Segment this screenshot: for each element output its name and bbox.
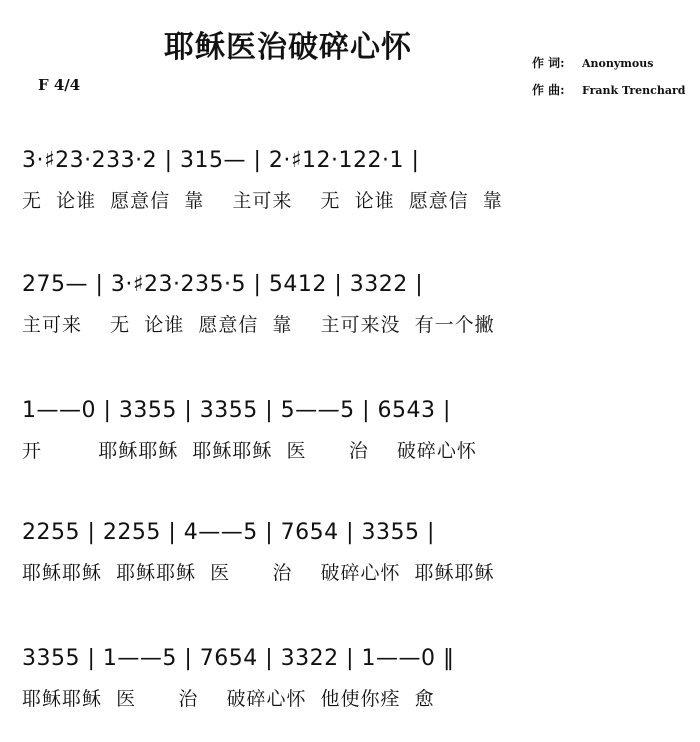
- lyricist-label: 作 词:: [532, 56, 565, 70]
- notation-line: 2255 | 2255 | 4——5 | 7654 | 3355 |: [22, 520, 435, 545]
- lyrics-line: 主可来 无 论谁 愿意信 靠 主可来没 有一个撇: [22, 314, 495, 336]
- score-system-1: [22, 148, 687, 218]
- key-signature: F 4/4: [38, 76, 81, 94]
- notation-line: 3355 | 1——5 | 7654 | 3322 | 1——0 ‖: [22, 646, 455, 671]
- song-title: 耶稣医治破碎心怀: [164, 30, 412, 65]
- lyrics-line: 耶稣耶稣 耶稣耶稣 医 治 破碎心怀 耶稣耶稣: [22, 562, 495, 584]
- composer-label: 作 曲:: [532, 83, 565, 97]
- lyrics-line: 无 论谁 愿意信 靠 主可来 无 论谁 愿意信 靠: [22, 190, 503, 212]
- notation-line: 275— | 3·♯23·235·5 | 5412 | 3322 |: [22, 272, 424, 297]
- score-system-4: [22, 520, 687, 590]
- lyricist-name: Anonymous: [582, 57, 654, 70]
- lyrics-line: 耶稣耶稣 医 治 破碎心怀 他使你痊 愈: [22, 688, 435, 710]
- score-system-3: [22, 398, 687, 468]
- composer-line: [532, 77, 685, 104]
- lyrics-line: 开 耶稣耶稣 耶稣耶稣 医 治 破碎心怀: [22, 440, 477, 462]
- score-system-5: [22, 646, 687, 716]
- score-system-2: [22, 272, 687, 342]
- notation-line: 1——0 | 3355 | 3355 | 5——5 | 6543 |: [22, 398, 451, 423]
- composer-name: Frank Trenchard: [582, 84, 686, 97]
- credits: [532, 50, 685, 104]
- lyricist-line: [532, 50, 685, 77]
- notation-line: 3·♯23·233·2 | 315— | 2·♯12·122·1 |: [22, 148, 420, 173]
